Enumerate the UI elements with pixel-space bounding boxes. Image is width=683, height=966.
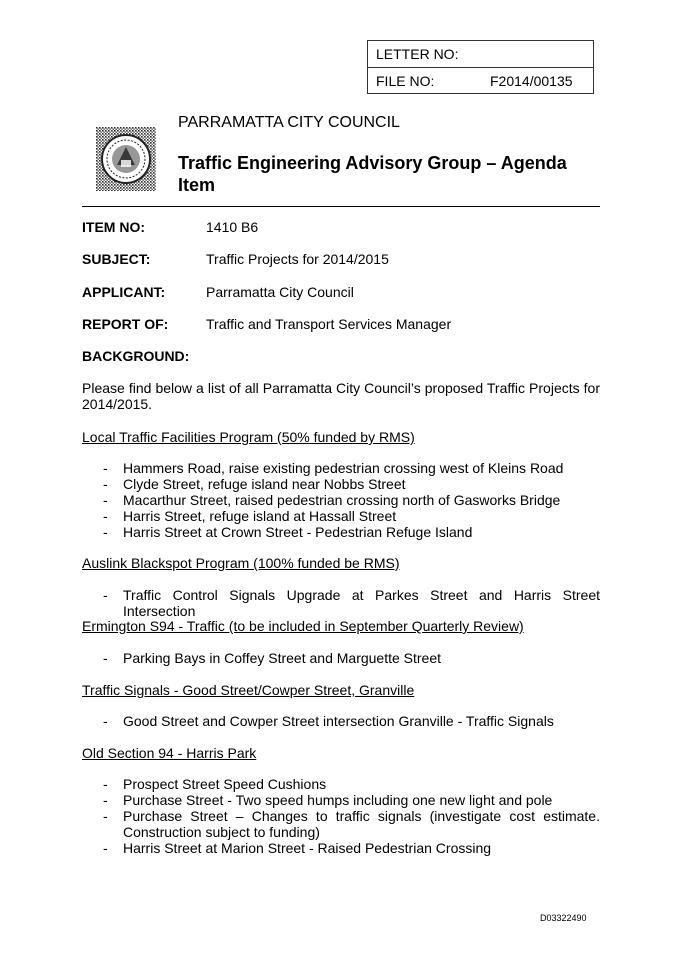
list-item: - Harris Street, refuge island at Hassall Street (82, 508, 600, 524)
list-item: - Clyde Street, refuge island near Nobbs Street (82, 476, 600, 492)
list-item: - Purchase Street - Two speed humps including one new light and pole (82, 792, 600, 808)
document-id: D03322490 (540, 913, 587, 923)
letter-no-row (368, 41, 593, 67)
header-divider (82, 206, 600, 207)
list-item: - Hammers Road, raise existing pedestrian crossing west of Kleins Road (82, 460, 600, 476)
section-title-ermington-s94: Ermington S94 - Traffic (to be included in September Quarterly Review) (82, 618, 524, 634)
file-no-label: FILE NO: (376, 73, 435, 89)
report-of-label: REPORT OF: (82, 316, 169, 332)
list-item: - Purchase Street – Changes to traffic signals (investigate cost estimate. Construction subject to funding) (82, 808, 600, 840)
file-no-value: F2014/00135 (490, 73, 573, 89)
section-title-auslink-blackspot: Auslink Blackspot Program (100% funded be RMS) (82, 555, 400, 571)
item-no-label: ITEM NO: (82, 219, 145, 235)
letter-no-label: LETTER NO: (376, 46, 459, 62)
applicant-label: APPLICANT: (82, 284, 166, 300)
list-local-traffic (82, 460, 600, 540)
list-ermington-s94 (82, 650, 600, 666)
background-intro: Please find below a list of all Parramatta City Council’s proposed Traffic Projects for 2014/2015. (82, 380, 600, 412)
list-item: - Harris Street at Crown Street - Pedestrian Refuge Island (82, 524, 600, 540)
list-item: - Prospect Street Speed Cushions (82, 776, 600, 792)
subject-label: SUBJECT: (82, 251, 151, 267)
list-item: - Parking Bays in Coffey Street and Marguette Street (82, 650, 600, 666)
list-item: - Good Street and Cowper Street intersection Granville - Traffic Signals (82, 713, 600, 729)
section-title-old-section-94: Old Section 94 - Harris Park (82, 745, 257, 761)
file-no-row (368, 67, 593, 94)
subject-value: Traffic Projects for 2014/2015 (206, 251, 389, 267)
list-old-section-94 (82, 776, 600, 856)
council-seal-logo (96, 127, 156, 191)
list-item: - Traffic Control Signals Upgrade at Parkes Street and Harris Street Intersection (82, 587, 600, 619)
reference-box (367, 40, 594, 94)
list-item: - Macarthur Street, raised pedestrian crossing north of Gasworks Bridge (82, 492, 600, 508)
section-title-local-traffic: Local Traffic Facilities Program (50% funded by RMS) (82, 429, 415, 445)
council-name: PARRAMATTA CITY COUNCIL (178, 114, 400, 131)
item-no-value: 1410 B6 (206, 219, 259, 235)
background-heading: BACKGROUND: (82, 348, 190, 364)
report-of-value: Traffic and Transport Services Manager (206, 316, 452, 332)
list-item: - Harris Street at Marion Street - Raised Pedestrian Crossing (82, 840, 600, 856)
document-title: Traffic Engineering Advisory Group – Agenda Item (178, 153, 567, 195)
section-title-traffic-signals: Traffic Signals - Good Street/Cowper Street, Granville (82, 682, 415, 698)
list-auslink-blackspot (82, 587, 600, 619)
list-traffic-signals (82, 713, 600, 729)
applicant-value: Parramatta City Council (206, 284, 354, 300)
